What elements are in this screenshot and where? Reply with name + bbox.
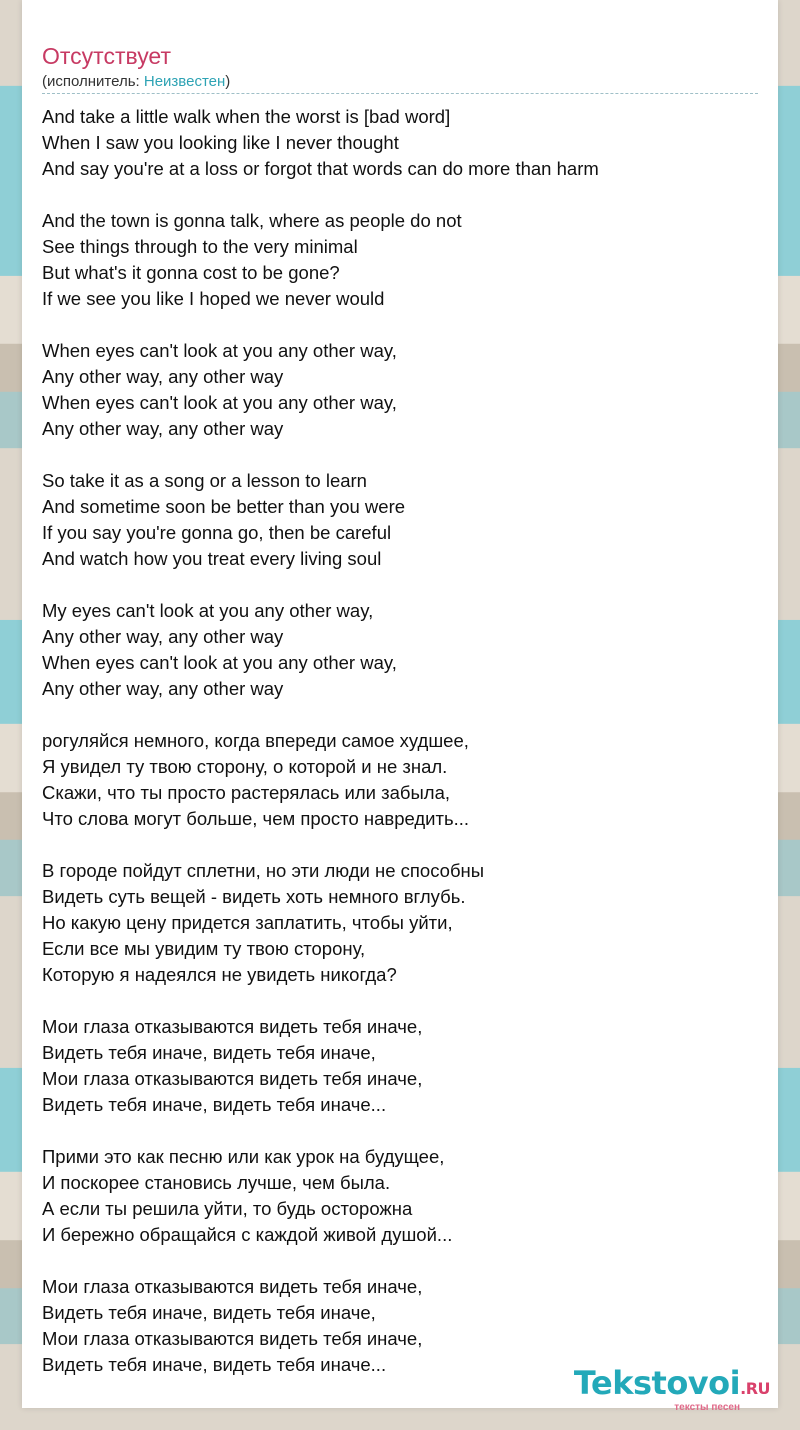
lyric-line: When eyes can't look at you any other way,	[42, 652, 397, 673]
artist-prefix: (исполнитель:	[42, 73, 144, 90]
lyric-line: Видеть тебя иначе, видеть тебя иначе,	[42, 1042, 376, 1063]
stanza-gap	[42, 182, 758, 208]
song-title: Отсутствует	[42, 43, 171, 69]
stanza-gap	[42, 832, 758, 858]
lyric-line: When eyes can't look at you any other way,	[42, 340, 397, 361]
lyric-line: If we see you like I hoped we never would	[42, 288, 385, 309]
lyric-line: Я увидел ту твою сторону, о которой и не знал.	[42, 756, 448, 777]
lyric-line: When eyes can't look at you any other way,	[42, 392, 397, 413]
logo-tagline: тексты песен	[674, 1402, 740, 1413]
stanza-gap	[42, 702, 758, 728]
lyric-line: Видеть суть вещей - видеть хоть немного вглубь.	[42, 886, 466, 907]
lyric-line: And watch how you treat every living soul	[42, 548, 382, 569]
lyric-line: If you say you're gonna go, then be careful	[42, 522, 392, 543]
lyric-line: And take a little walk when the worst is [bad word]	[42, 106, 451, 127]
lyric-line: Которую я надеялся не увидеть никогда?	[42, 964, 397, 985]
lyric-line: Any other way, any other way	[42, 418, 284, 439]
lyric-line: Прими это как песню или как урок на будущее,	[42, 1146, 445, 1167]
artist-line	[42, 72, 758, 94]
stanza-gap	[42, 312, 758, 338]
artist-link[interactable]: Неизвестен	[143, 73, 226, 90]
stanza-gap	[42, 442, 758, 468]
lyric-line: See things through to the very minimal	[42, 236, 358, 257]
stanza-gap	[42, 1118, 758, 1144]
lyric-line: Скажи, что ты просто растерялась или забыла,	[42, 782, 451, 803]
lyric-line: В городе пойдут сплетни, но эти люди не способны	[42, 860, 485, 881]
lyric-line: А если ты решила уйти, то будь осторожна	[42, 1198, 413, 1219]
site-logo[interactable]	[574, 1366, 770, 1413]
lyric-line: Видеть тебя иначе, видеть тебя иначе,	[42, 1302, 376, 1323]
lyric-line: And say you're at a loss or forgot that words can do more than harm	[42, 158, 599, 179]
lyric-line: Мои глаза отказываются видеть тебя иначе,	[42, 1016, 423, 1037]
lyric-line: Мои глаза отказываются видеть тебя иначе,	[42, 1328, 423, 1349]
artist-suffix: )	[225, 73, 231, 90]
lyric-line: Мои глаза отказываются видеть тебя иначе,	[42, 1276, 423, 1297]
lyric-line: So take it as a song or a lesson to learn	[42, 470, 367, 491]
lyric-line: Что слова могут больше, чем просто навредить...	[42, 808, 470, 829]
lyric-line: Any other way, any other way	[42, 626, 284, 647]
logo-domain: .RU	[740, 1379, 770, 1398]
lyric-line: рогуляйся немного, когда впереди самое худшее,	[42, 730, 469, 751]
logo-wordmark: Tekstovoi	[573, 1364, 741, 1402]
lyrics-text	[42, 104, 758, 1378]
stanza-gap	[42, 1248, 758, 1274]
lyric-line: И бережно обращайся с каждой живой душой...	[42, 1224, 453, 1245]
lyric-line: Any other way, any other way	[42, 678, 284, 699]
lyric-line: But what's it gonna cost to be gone?	[42, 262, 340, 283]
lyric-line: And the town is gonna talk, where as people do not	[42, 210, 462, 231]
lyric-line: Any other way, any other way	[42, 366, 284, 387]
lyric-line: Мои глаза отказываются видеть тебя иначе,	[42, 1068, 423, 1089]
lyric-line: Видеть тебя иначе, видеть тебя иначе...	[42, 1354, 387, 1375]
lyric-line: Но какую цену придется заплатить, чтобы уйти,	[42, 912, 453, 933]
stanza-gap	[42, 572, 758, 598]
lyric-line: And sometime soon be better than you were	[42, 496, 406, 517]
lyric-line: И поскорее становись лучше, чем была.	[42, 1172, 391, 1193]
lyric-line: When I saw you looking like I never thought	[42, 132, 399, 153]
lyric-line: Если все мы увидим ту твою сторону,	[42, 938, 366, 959]
lyric-line: Видеть тебя иначе, видеть тебя иначе...	[42, 1094, 387, 1115]
lyrics-card	[22, 0, 778, 1408]
lyric-line: My eyes can't look at you any other way,	[42, 600, 374, 621]
stanza-gap	[42, 988, 758, 1014]
